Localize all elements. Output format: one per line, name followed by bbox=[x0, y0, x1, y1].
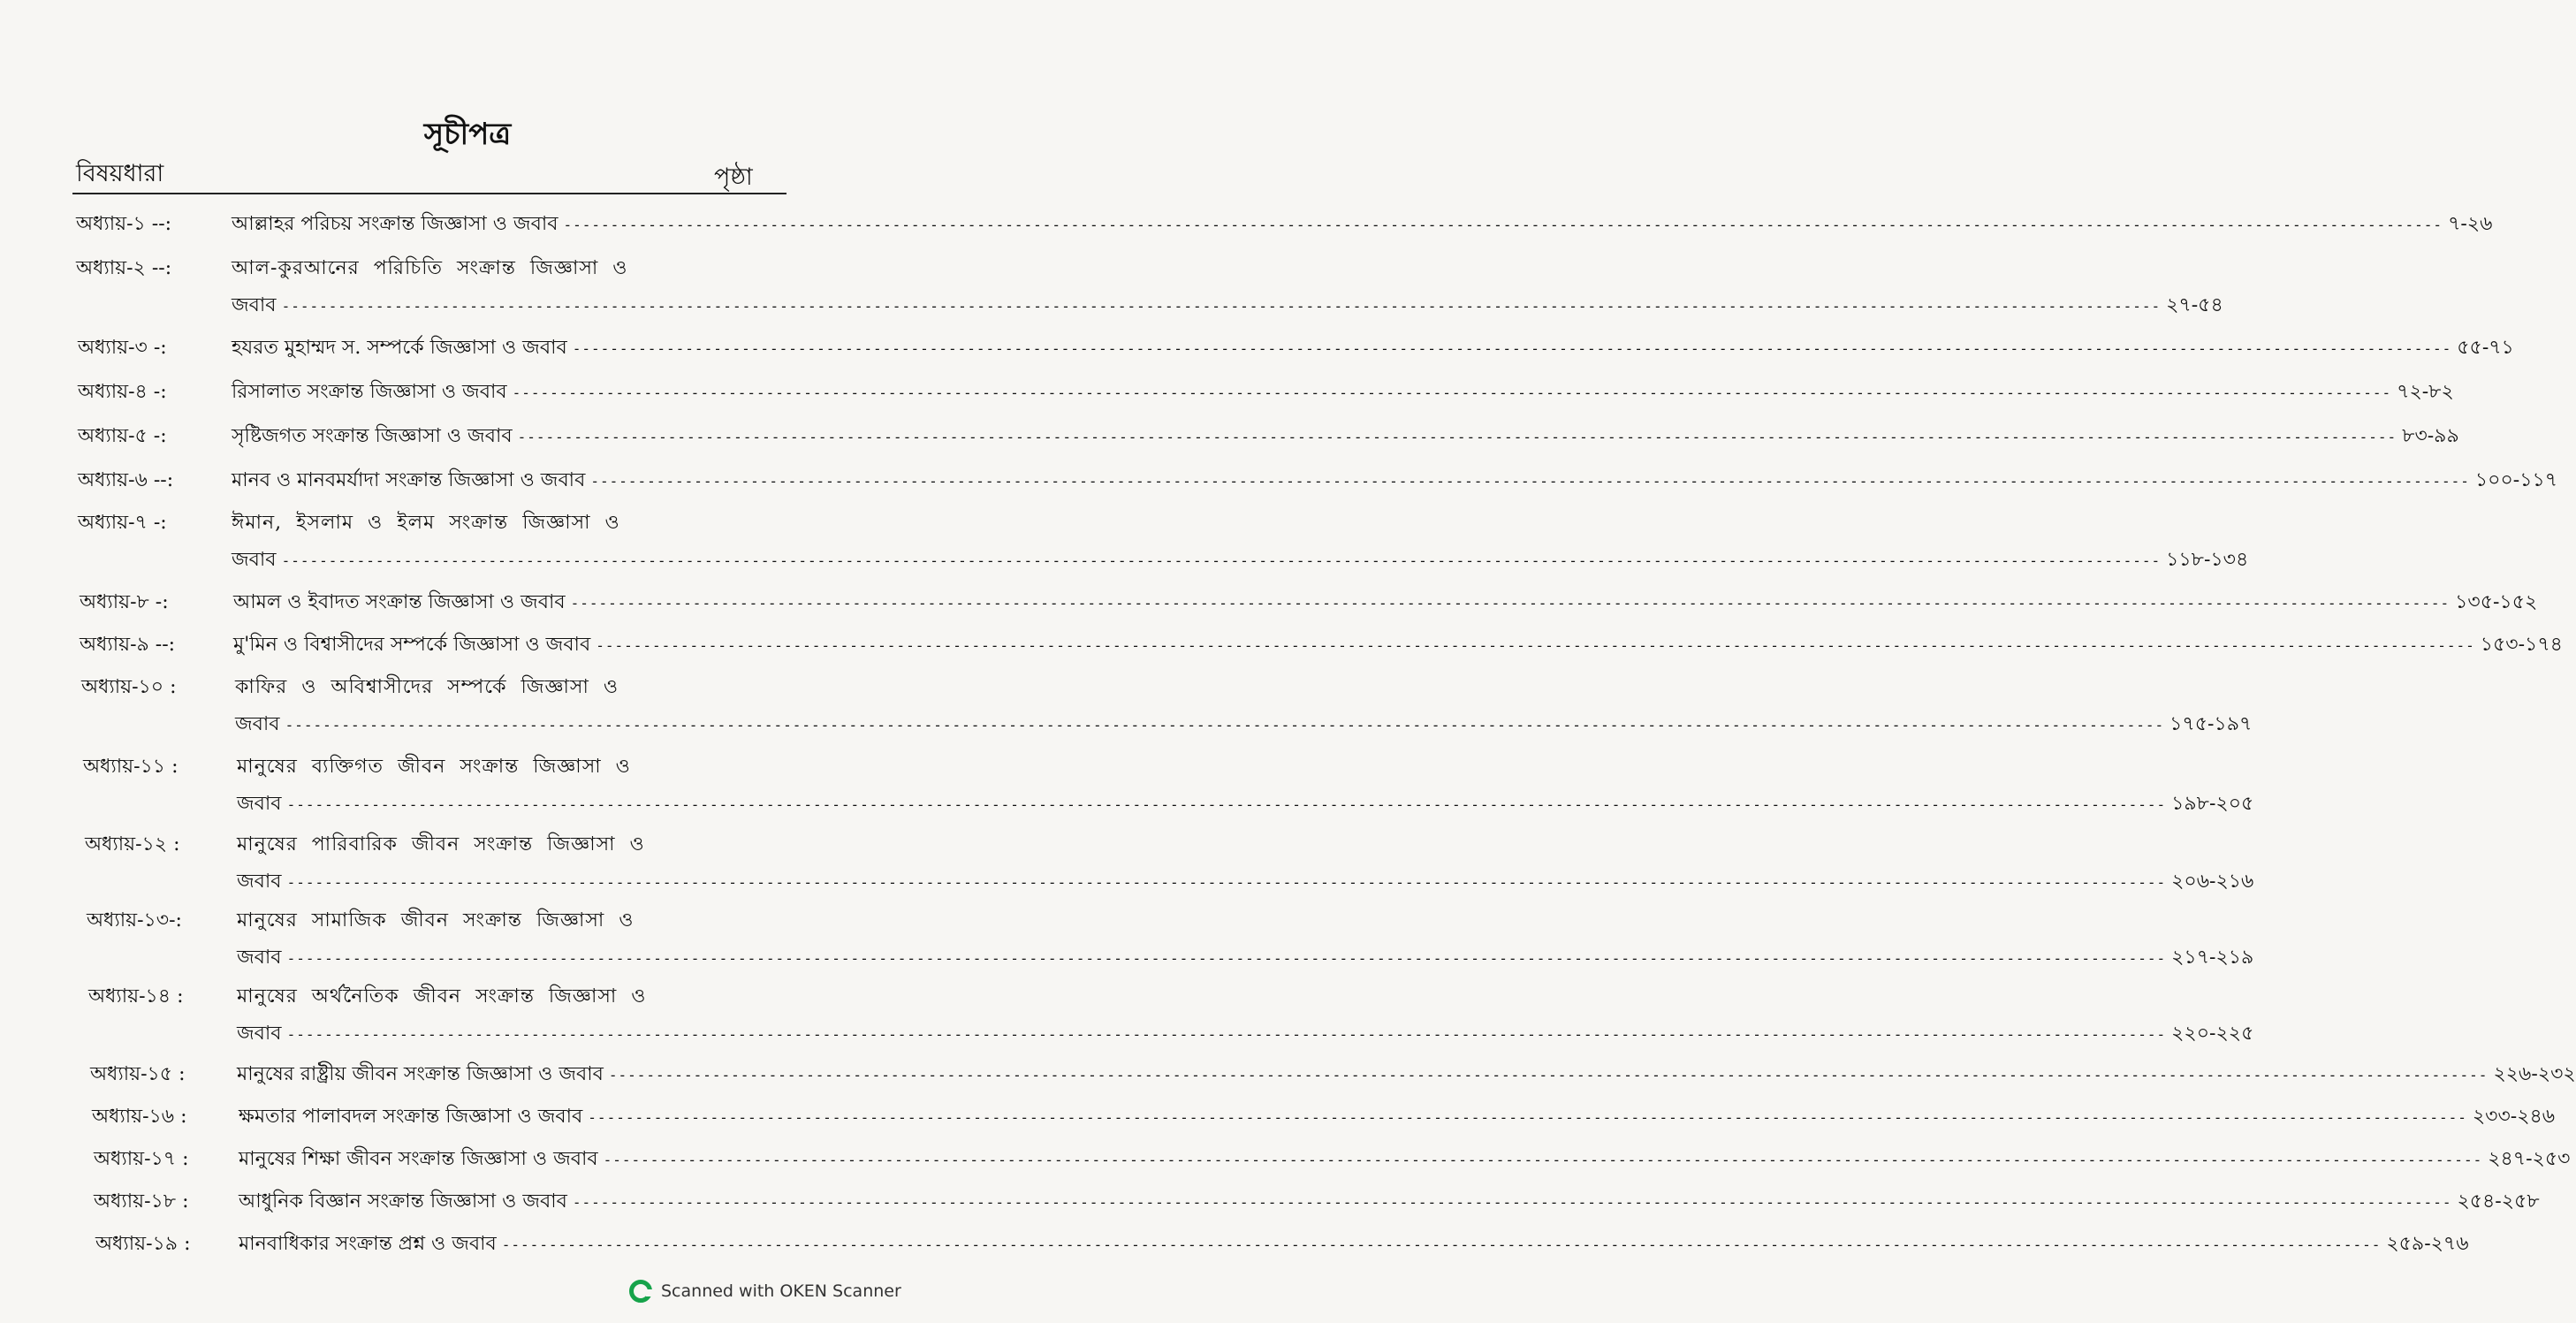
entry-title: মানুষের রাষ্ট্রীয় জীবন সংক্রান্ত জিজ্ঞাসা ও জবাব bbox=[237, 1063, 604, 1085]
entry-title: মানুষের ব্যক্তিগত জীবন সংক্রান্ত জিজ্ঞাসা ও bbox=[237, 756, 631, 778]
dot-leader: -------------------------------------------------------------------------------------------------------------------------------------------------------------------------------------------------------- bbox=[281, 298, 2162, 315]
page-range: ৭-২৬ bbox=[2448, 213, 2493, 235]
chapter-label: অধ্যায়-১১ : bbox=[83, 756, 179, 778]
entry-title: কাফির ও অবিশ্বাসীদের সম্পর্কে জিজ্ঞাসা ও bbox=[235, 676, 619, 698]
page-range: ২২৬-২৩২ bbox=[2493, 1063, 2576, 1085]
chapter-label: অধ্যায়-১৪ : bbox=[88, 985, 184, 1007]
entry-title-continued: জবাব bbox=[232, 294, 277, 316]
entry-title: সৃষ্টিজগত সংক্রান্ত জিজ্ঞাসা ও জবাব bbox=[232, 425, 513, 447]
entry-title: ঈমান, ইসলাম ও ইলম সংক্রান্ত জিজ্ঞাসা ও bbox=[232, 512, 620, 534]
chapter-label: অধ্যায়-৬ --: bbox=[78, 469, 174, 491]
dot-leader: -------------------------------------------------------------------------------------------------------------------------------------------------------------------------------------------------------- bbox=[590, 473, 2470, 490]
dot-leader: -------------------------------------------------------------------------------------------------------------------------------------------------------------------------------------------------------- bbox=[603, 1152, 2483, 1168]
entry-title: রিসালাত সংক্রান্ত জিজ্ঞাসা ও জবাব bbox=[232, 381, 507, 403]
chapter-label: অধ্যায়-৪ -: bbox=[78, 381, 167, 403]
chapter-label: অধ্যায়-১৫ : bbox=[90, 1063, 186, 1085]
page-range: ২৪৭-২৫৩ bbox=[2488, 1148, 2571, 1170]
chapter-label: অধ্যায়-১৯ : bbox=[95, 1233, 191, 1255]
chapter-label: অধ্যায়-১০ : bbox=[81, 676, 177, 698]
dot-leader: -------------------------------------------------------------------------------------------------------------------------------------------------------------------------------------------------------- bbox=[501, 1236, 2382, 1253]
page-range: ২০৬-২১৬ bbox=[2171, 871, 2254, 893]
page-range: ৫৫-৭১ bbox=[2457, 337, 2514, 359]
entry-title: হযরত মুহাম্মদ স. সম্পর্কে জিজ্ঞাসা ও জবাব bbox=[232, 337, 567, 359]
dot-leader: -------------------------------------------------------------------------------------------------------------------------------------------------------------------------------------------------------- bbox=[512, 384, 2392, 401]
dot-leader: -------------------------------------------------------------------------------------------------------------------------------------------------------------------------------------------------------- bbox=[517, 429, 2397, 445]
dot-leader: -------------------------------------------------------------------------------------------------------------------------------------------------------------------------------------------------------- bbox=[563, 217, 2443, 233]
entry-title: মানবাধিকার সংক্রান্ত প্রশ্ন ও জবাব bbox=[239, 1233, 497, 1255]
page-range: ১৩৫-১৫২ bbox=[2455, 591, 2538, 613]
entry-title: আল-কুরআনের পরিচিতি সংক্রান্ত জিজ্ঞাসা ও bbox=[232, 257, 628, 279]
entry-title-continued: জবাব bbox=[237, 1023, 282, 1045]
chapter-label: অধ্যায়-৫ -: bbox=[78, 425, 167, 447]
dot-leader: -------------------------------------------------------------------------------------------------------------------------------------------------------------------------------------------------------- bbox=[285, 717, 2165, 734]
chapter-label: অধ্যায়-১৭ : bbox=[94, 1148, 189, 1170]
entry-title: ক্ষমতার পালাবদল সংক্রান্ত জিজ্ঞাসা ও জবাব bbox=[239, 1106, 583, 1128]
dot-leader: -------------------------------------------------------------------------------------------------------------------------------------------------------------------------------------------------------- bbox=[286, 874, 2167, 891]
entry-title: মানুষের পারিবারিক জীবন সংক্রান্ত জিজ্ঞাসা ও bbox=[237, 833, 645, 855]
chapter-label: অধ্যায়-১২ : bbox=[85, 833, 180, 855]
scanner-badge-text: Scanned with OKEN Scanner bbox=[661, 1281, 901, 1301]
dot-leader: -------------------------------------------------------------------------------------------------------------------------------------------------------------------------------------------------------- bbox=[286, 1026, 2167, 1043]
entry-title: আধুনিক বিজ্ঞান সংক্রান্ত জিজ্ঞাসা ও জবাব bbox=[239, 1190, 567, 1213]
entry-title: মানুষের অর্থনৈতিক জীবন সংক্রান্ত জিজ্ঞাসা ও bbox=[237, 985, 647, 1007]
page-range: ১০০-১১৭ bbox=[2474, 469, 2558, 491]
entry-title-continued: জবাব bbox=[237, 871, 282, 893]
page-range: ১৯৮-২০৫ bbox=[2171, 793, 2254, 815]
chapter-label: অধ্যায়-৭ -: bbox=[78, 512, 167, 534]
page-range: ২২০-২২৫ bbox=[2171, 1023, 2254, 1045]
page-range: ১১৮-১৩৪ bbox=[2166, 549, 2249, 571]
scanner-badge bbox=[629, 1280, 901, 1303]
page-range: ৭২-৮২ bbox=[2397, 381, 2454, 403]
entry-title-continued: জবাব bbox=[232, 549, 277, 571]
chapter-label: অধ্যায়-১ --: bbox=[76, 213, 172, 235]
oken-scanner-logo-icon bbox=[629, 1280, 652, 1303]
entry-title: আমল ও ইবাদত সংক্রান্ত জিজ্ঞাসা ও জবাব bbox=[233, 591, 566, 613]
entry-title: মানুষের সামাজিক জীবন সংক্রান্ত জিজ্ঞাসা ও bbox=[237, 909, 635, 931]
page-range: ২৭-৫৪ bbox=[2166, 294, 2223, 316]
page-range: ২১৭-২১৯ bbox=[2171, 947, 2254, 969]
page-range: ১৫৩-১৭৪ bbox=[2480, 634, 2563, 656]
dot-leader: -------------------------------------------------------------------------------------------------------------------------------------------------------------------------------------------------------- bbox=[286, 950, 2167, 967]
dot-leader: -------------------------------------------------------------------------------------------------------------------------------------------------------------------------------------------------------- bbox=[596, 637, 2475, 654]
chapter-label: অধ্যায়-৯ --: bbox=[80, 634, 176, 656]
chapter-label: অধ্যায়-১৮ : bbox=[94, 1190, 189, 1213]
dot-leader: -------------------------------------------------------------------------------------------------------------------------------------------------------------------------------------------------------- bbox=[286, 796, 2167, 813]
dot-leader: -------------------------------------------------------------------------------------------------------------------------------------------------------------------------------------------------------- bbox=[570, 595, 2451, 612]
page-range: ২৫৯-২৭৬ bbox=[2386, 1233, 2469, 1255]
chapter-label: অধ্যায়-৩ -: bbox=[78, 337, 167, 359]
entry-title-continued: জবাব bbox=[237, 793, 282, 815]
chapter-label: অধ্যায়-২ --: bbox=[76, 257, 172, 279]
page-column-label: পৃষ্ঠা bbox=[714, 163, 753, 191]
entry-title-continued: জবাব bbox=[235, 713, 280, 735]
subject-column-label: বিষয়ধারা bbox=[76, 160, 164, 187]
entry-title: মানব ও মানবমর্যাদা সংক্রান্ত জিজ্ঞাসা ও জবাব bbox=[232, 469, 586, 491]
dot-leader: -------------------------------------------------------------------------------------------------------------------------------------------------------------------------------------------------------- bbox=[588, 1109, 2467, 1126]
page-title: সূচীপত্র bbox=[423, 117, 512, 152]
entry-title-continued: জবাব bbox=[237, 947, 282, 969]
dot-leader: -------------------------------------------------------------------------------------------------------------------------------------------------------------------------------------------------------- bbox=[572, 340, 2452, 357]
entry-title: আল্লাহর পরিচয় সংক্রান্ত জিজ্ঞাসা ও জবাব bbox=[232, 213, 559, 235]
chapter-label: অধ্যায়-৮ -: bbox=[80, 591, 169, 613]
entry-title: মু'মিন ও বিশ্বাসীদের সম্পর্কে জিজ্ঞাসা ও জবাব bbox=[233, 634, 591, 656]
chapter-label: অধ্যায়-১৬ : bbox=[92, 1106, 187, 1128]
page-range: ২৩৩-২৪৬ bbox=[2472, 1106, 2556, 1128]
page-range: ৮৩-৯৯ bbox=[2402, 425, 2459, 447]
dot-leader: -------------------------------------------------------------------------------------------------------------------------------------------------------------------------------------------------------- bbox=[572, 1194, 2452, 1211]
page-range: ২৫৪-২৫৮ bbox=[2457, 1190, 2540, 1213]
page-range: ১৭৫-১৯৭ bbox=[2169, 713, 2253, 735]
dot-leader: -------------------------------------------------------------------------------------------------------------------------------------------------------------------------------------------------------- bbox=[608, 1067, 2489, 1083]
chapter-label: অধ্যায়-১৩-: bbox=[87, 909, 182, 931]
dot-leader: -------------------------------------------------------------------------------------------------------------------------------------------------------------------------------------------------------- bbox=[281, 552, 2162, 569]
entry-title: মানুষের শিক্ষা জীবন সংক্রান্ত জিজ্ঞাসা ও জবাব bbox=[239, 1148, 598, 1170]
